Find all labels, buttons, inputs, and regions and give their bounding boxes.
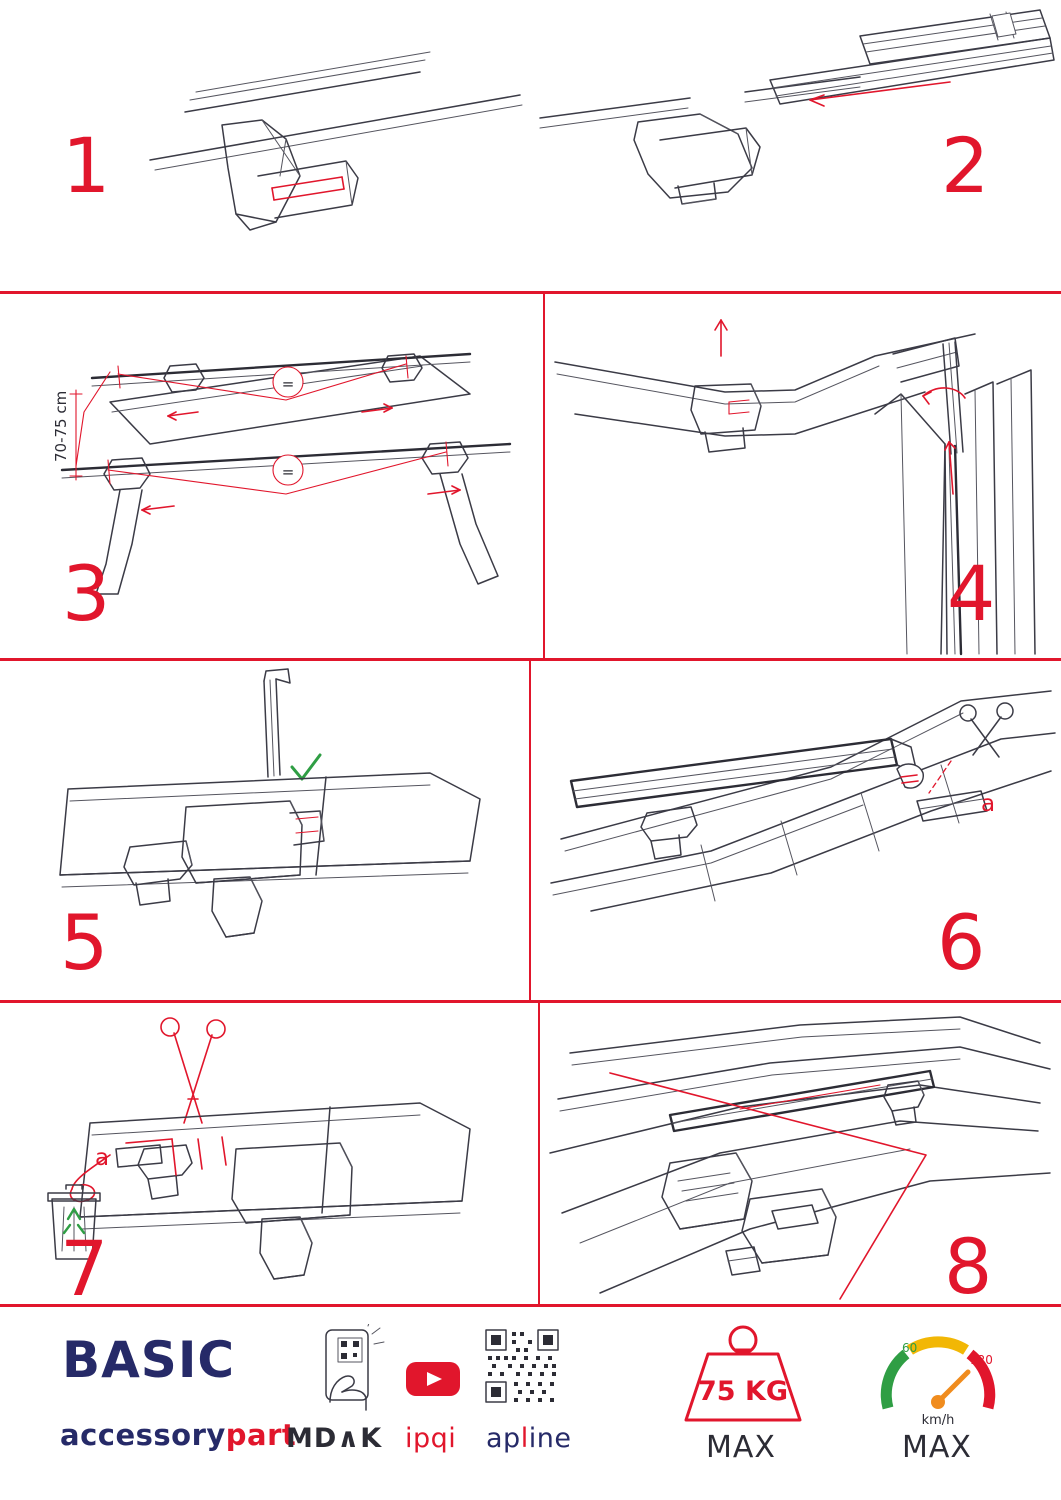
step-6-panel: [531, 661, 1061, 1000]
apline-label-accent: l: [520, 1423, 529, 1454]
speed-unit: km/h: [921, 1413, 955, 1428]
marker-a-step6: a: [981, 791, 996, 817]
step-7-panel: [0, 1003, 537, 1304]
brand-title: BASIC: [62, 1331, 236, 1389]
step-3-number: 3: [62, 549, 110, 638]
step-5-panel: [0, 661, 528, 1000]
qr-scan-phone-icon: [308, 1324, 390, 1414]
bar-spacing-label: 70-75 cm: [52, 390, 70, 462]
step-1-number: 1: [62, 121, 110, 210]
footer: [0, 1306, 1061, 1500]
mdak-label-last: K: [360, 1423, 383, 1454]
qr-code-icon: [484, 1328, 560, 1404]
speed-tick-60: 60: [902, 1341, 918, 1355]
ipqi-logo: ipqi: [405, 1423, 457, 1454]
step-6-number: 6: [937, 898, 985, 987]
mdak-label-accent: ∧: [337, 1423, 361, 1454]
equal-mark-2: =: [281, 463, 295, 481]
max-load-value: 75 KG: [697, 1376, 789, 1407]
step-7-number: 7: [60, 1224, 108, 1304]
brand-sub-second: part: [225, 1418, 297, 1452]
max-load-label: MAX: [706, 1430, 776, 1465]
step-1-panel: [0, 0, 530, 291]
equal-mark-1: =: [281, 375, 295, 393]
max-load-icon: [670, 1316, 816, 1428]
max-speed-label: MAX: [902, 1430, 972, 1465]
scissors-icon-red: [161, 1018, 225, 1123]
step-4-panel: [545, 294, 1061, 658]
step-8-number: 8: [944, 1222, 992, 1304]
mdak-label-first: MD: [286, 1423, 338, 1454]
step-5-number: 5: [60, 898, 108, 987]
max-speed-icon: [866, 1316, 1012, 1428]
step-8-panel: [540, 1003, 1061, 1304]
apline-label-first: ap: [486, 1423, 521, 1454]
scissors-icon: [960, 703, 1013, 757]
apline-label-last: ine: [528, 1423, 572, 1454]
apline-logo: [486, 1423, 571, 1454]
step-2-panel: [530, 0, 1061, 291]
speed-tick-120: 120: [970, 1353, 993, 1367]
marker-a-step7: a: [95, 1145, 110, 1171]
youtube-icon[interactable]: [404, 1358, 462, 1400]
step-3-panel: [0, 294, 542, 658]
mdak-logo: [286, 1423, 382, 1454]
step-2-number: 2: [941, 121, 989, 210]
step-4-number: 4: [947, 549, 995, 638]
check-mark: [292, 755, 320, 779]
brand-sub-first: accessory: [60, 1418, 226, 1452]
brand-subtitle: [60, 1418, 296, 1452]
